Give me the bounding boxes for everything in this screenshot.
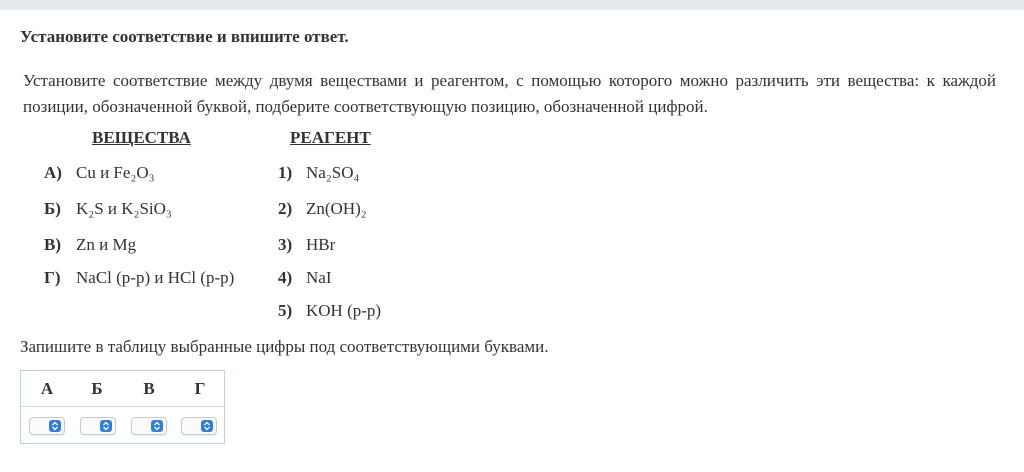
substance-row-a xyxy=(44,163,155,183)
answer-table-header xyxy=(21,371,224,407)
substance-text: Cu и Fe₂O₃ xyxy=(76,163,155,182)
reagent-number: 5) xyxy=(278,301,293,320)
substance-text: NaCl (р-р) и HCl (р-р) xyxy=(76,268,235,287)
substance-row-v xyxy=(44,235,137,255)
answer-select-a[interactable] xyxy=(29,417,65,435)
substance-row-g xyxy=(44,268,235,288)
reagent-row-2 xyxy=(278,199,367,219)
substance-text: K₂S и K₂SiO₃ xyxy=(76,199,172,218)
question-text: Установите соответствие между двумя веществами и реагентом, с помощью которого можно различить эти вещества: к каждой позиции, обозначенной буквой, подберите соответствующую позицию, обозначенной цифрой. xyxy=(23,71,996,116)
substance-letter: Г) xyxy=(44,268,61,287)
answer-header-a: А xyxy=(40,379,54,398)
answer-instruction: Запишите в таблицу выбранные цифры под соответствующими буквами. xyxy=(20,337,549,356)
task-heading: Установите соответствие и впишите ответ. xyxy=(20,27,349,46)
substance-letter: А) xyxy=(44,163,62,182)
substance-row-b xyxy=(44,199,172,219)
reagent-number: 3) xyxy=(278,235,293,254)
reagent-row-5 xyxy=(278,301,382,321)
reagent-number: 2) xyxy=(278,199,293,218)
reagent-number: 1) xyxy=(278,163,293,182)
reagent-text: KOH (р-р) xyxy=(306,301,382,320)
select-arrows-icon xyxy=(201,420,213,432)
substance-text: Zn и Mg xyxy=(76,235,137,254)
answer-select-b[interactable] xyxy=(80,417,116,435)
select-arrows-icon xyxy=(49,420,61,432)
answer-select-g[interactable] xyxy=(181,417,217,435)
reagent-column-header: РЕАГЕНТ xyxy=(290,128,371,147)
answer-header-g: Г xyxy=(194,379,206,398)
reagent-number: 4) xyxy=(278,268,293,287)
reagent-row-1 xyxy=(278,163,360,183)
reagent-text: Zn(OH)₂ xyxy=(306,199,367,218)
answer-select-v[interactable] xyxy=(131,417,167,435)
substance-letter: Б) xyxy=(44,199,61,218)
reagent-row-3 xyxy=(278,235,336,255)
reagent-text: HBr xyxy=(306,235,336,254)
reagent-row-4 xyxy=(278,268,332,288)
top-bar xyxy=(0,0,1024,10)
select-arrows-icon xyxy=(151,420,163,432)
reagent-text: NaI xyxy=(306,268,332,287)
answer-header-v: В xyxy=(143,379,155,398)
answer-table xyxy=(20,370,225,444)
select-arrows-icon xyxy=(100,420,112,432)
substance-letter: В) xyxy=(44,235,61,254)
substances-column-header: ВЕЩЕСТВА xyxy=(92,128,191,147)
answer-header-b: Б xyxy=(91,379,103,398)
reagent-text: Na₂SO₄ xyxy=(306,163,360,182)
